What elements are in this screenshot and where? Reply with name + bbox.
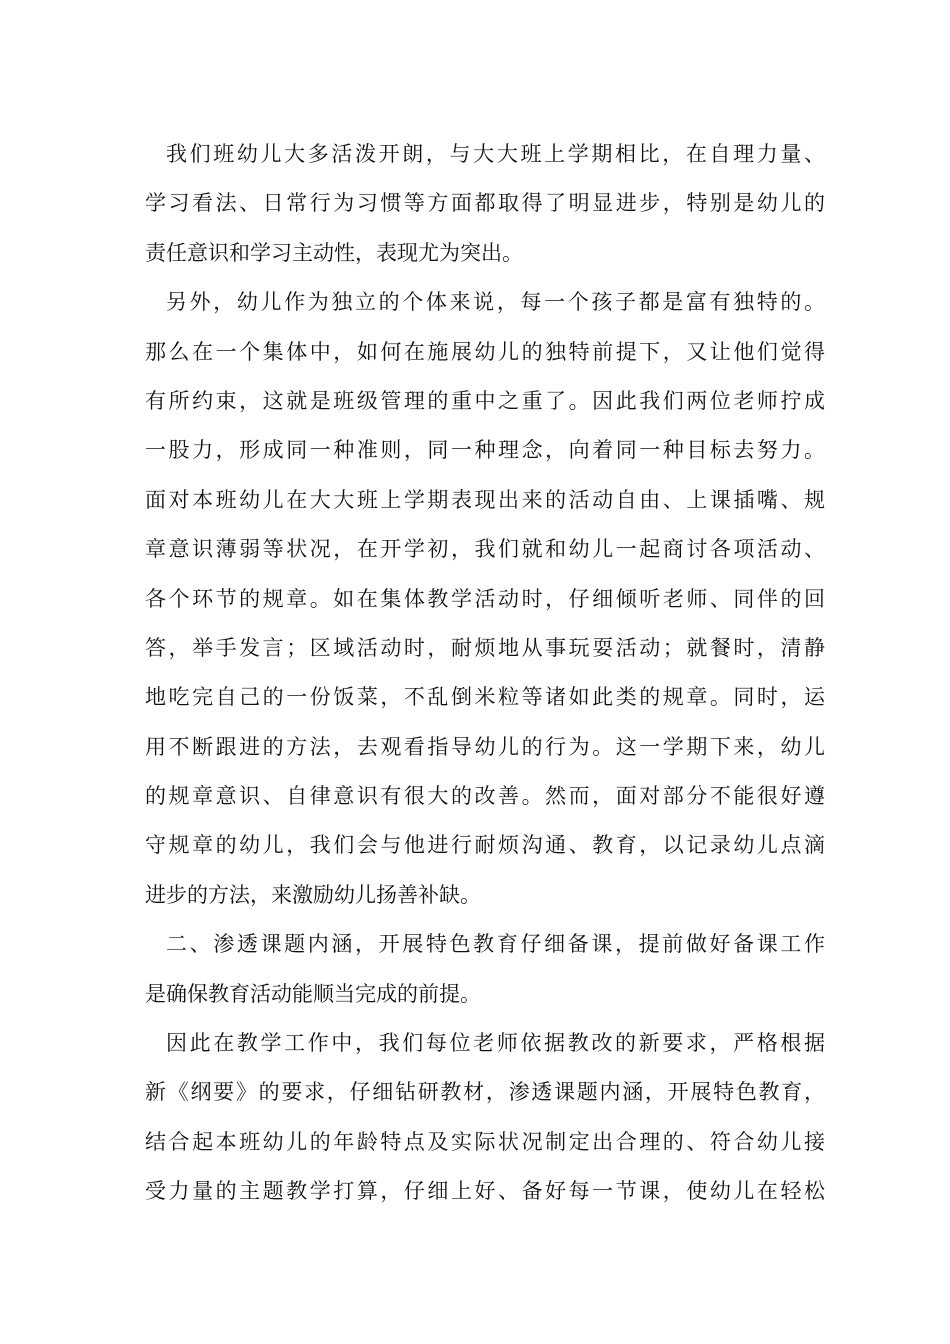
text-line: 面对本班幼儿在大大班上学期表现出来的活动自由、上课插嘴、规 <box>145 487 825 512</box>
text-line: 二、渗透课题内涵，开展特色教育仔细备课，提前做好备课工作 <box>166 932 825 957</box>
text-line: 因此在教学工作中，我们每位老师依据教改的新要求，严格根据 <box>166 1031 825 1056</box>
text-line: 守规章的幼儿，我们会与他进行耐烦沟通、教育，以记录幼儿点滴 <box>145 833 825 858</box>
text-line: 结合起本班幼儿的年龄特点及实际状况制定出合理的、符合幼儿接 <box>145 1129 825 1154</box>
text-line: 我们班幼儿大多活泼开朗，与大大班上学期相比，在自理力量、 <box>166 142 825 166</box>
text-line: 章意识薄弱等状况，在开学初，我们就和幼儿一起商讨各项活动、 <box>145 537 825 562</box>
text-line: 的规章意识、自律意识有很大的改善。然而，面对部分不能很好遵 <box>145 784 825 809</box>
text-line: 另外，幼儿作为独立的个体来说，每一个孩子都是富有独特的。 <box>166 290 825 315</box>
text-line: 有所约束，这就是班级管理的重中之重了。因此我们两位老师拧成 <box>145 388 825 413</box>
text-line: 进步的方法，来激励幼儿扬善补缺。 <box>145 882 481 907</box>
text-line: 责任意识和学习主动性，表现尤为突出。 <box>145 240 523 265</box>
text-line: 一股力，形成同一种准则，同一种理念，向着同一种目标去努力。 <box>145 438 825 463</box>
text-line: 新《纲要》的要求，仔细钻研教材，渗透课题内涵，开展特色教育， <box>145 1080 825 1105</box>
text-line: 那么在一个集体中，如何在施展幼儿的独特前提下，又让他们觉得 <box>145 339 825 364</box>
text-line: 受力量的主题教学打算，仔细上好、备好每一节课，使幼儿在轻松 <box>145 1179 825 1204</box>
text-line: 是确保教育活动能顺当完成的前提。 <box>145 981 481 1006</box>
text-line: 学习看法、日常行为习惯等方面都取得了明显进步，特别是幼儿的 <box>145 191 825 216</box>
text-line: 地吃完自己的一份饭菜，不乱倒米粒等诸如此类的规章。同时，运 <box>145 685 825 710</box>
text-line: 各个环节的规章。如在集体教学活动时，仔细倾听老师、同伴的回 <box>145 586 825 611</box>
text-line: 答，举手发言；区域活动时，耐烦地从事玩耍活动；就餐时，清静 <box>145 635 825 660</box>
body-text <box>145 130 825 1217</box>
text-line: 用不断跟进的方法，去观看指导幼儿的行为。这一学期下来，幼儿 <box>145 734 825 759</box>
